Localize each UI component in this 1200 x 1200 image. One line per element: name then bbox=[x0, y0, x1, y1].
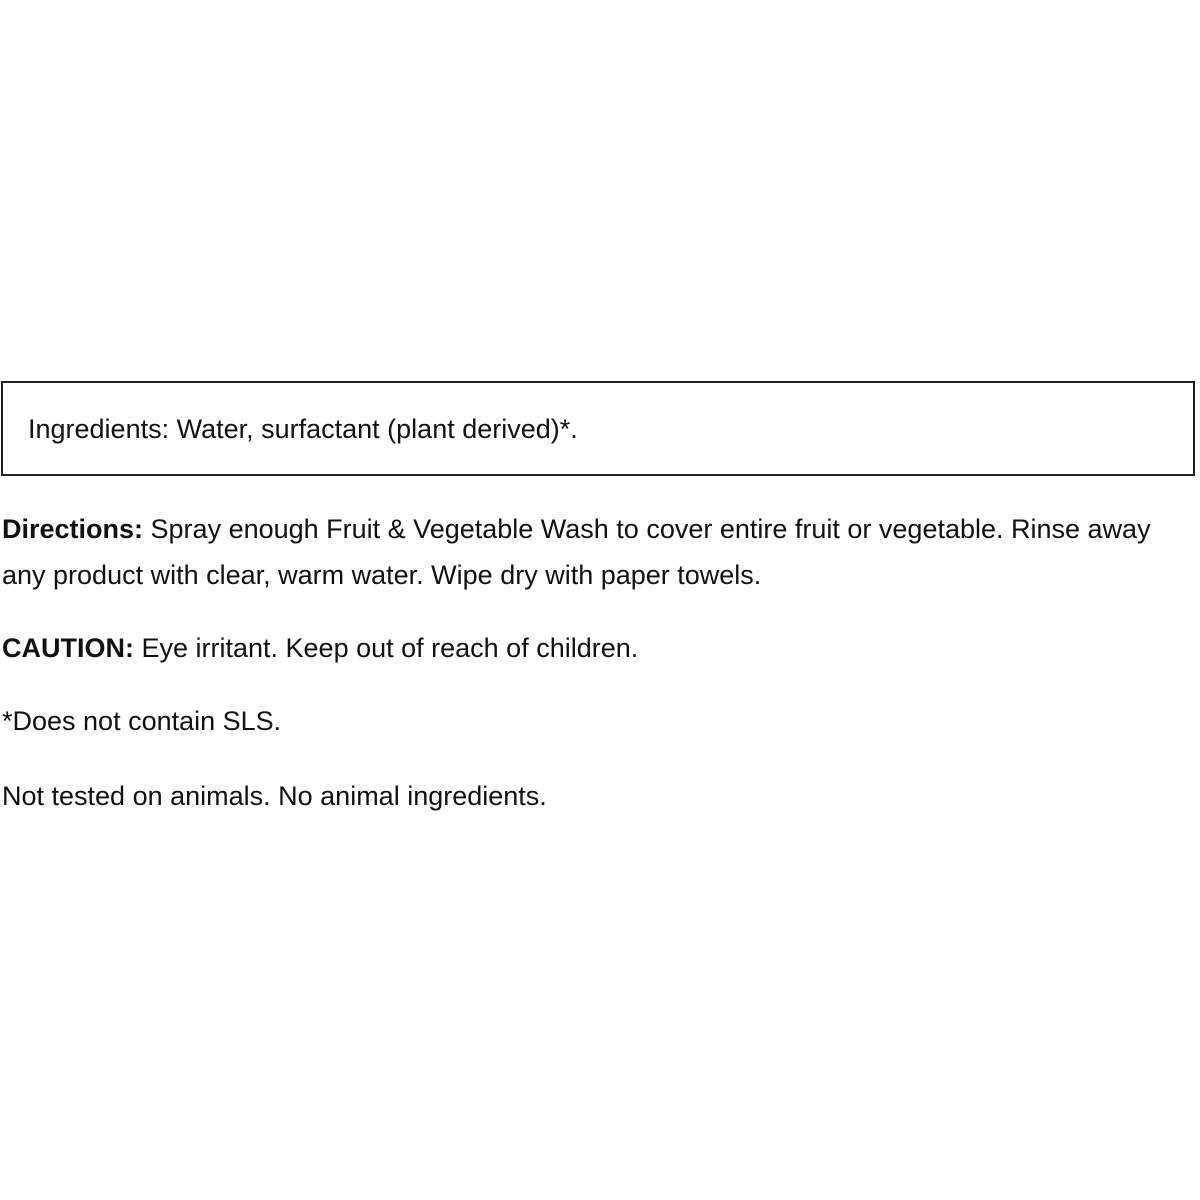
caution-paragraph bbox=[2, 625, 638, 671]
ingredients-text: Ingredients: Water, surfactant (plant derived)*. bbox=[28, 414, 578, 444]
directions-label: Directions: bbox=[2, 514, 144, 544]
animal-testing-note: Not tested on animals. No animal ingredients. bbox=[2, 781, 547, 811]
caution-text: Eye irritant. Keep out of reach of children. bbox=[133, 633, 639, 663]
caution-label: CAUTION: bbox=[2, 633, 134, 663]
directions-paragraph bbox=[2, 506, 1172, 598]
sls-note: *Does not contain SLS. bbox=[2, 706, 282, 736]
ingredients-box bbox=[1, 381, 1195, 476]
directions-text: Spray enough Fruit & Vegetable Wash to cover entire fruit or vegetable. Rinse away any product with clear, warm water. Wipe dry with paper towels. bbox=[2, 514, 1151, 590]
